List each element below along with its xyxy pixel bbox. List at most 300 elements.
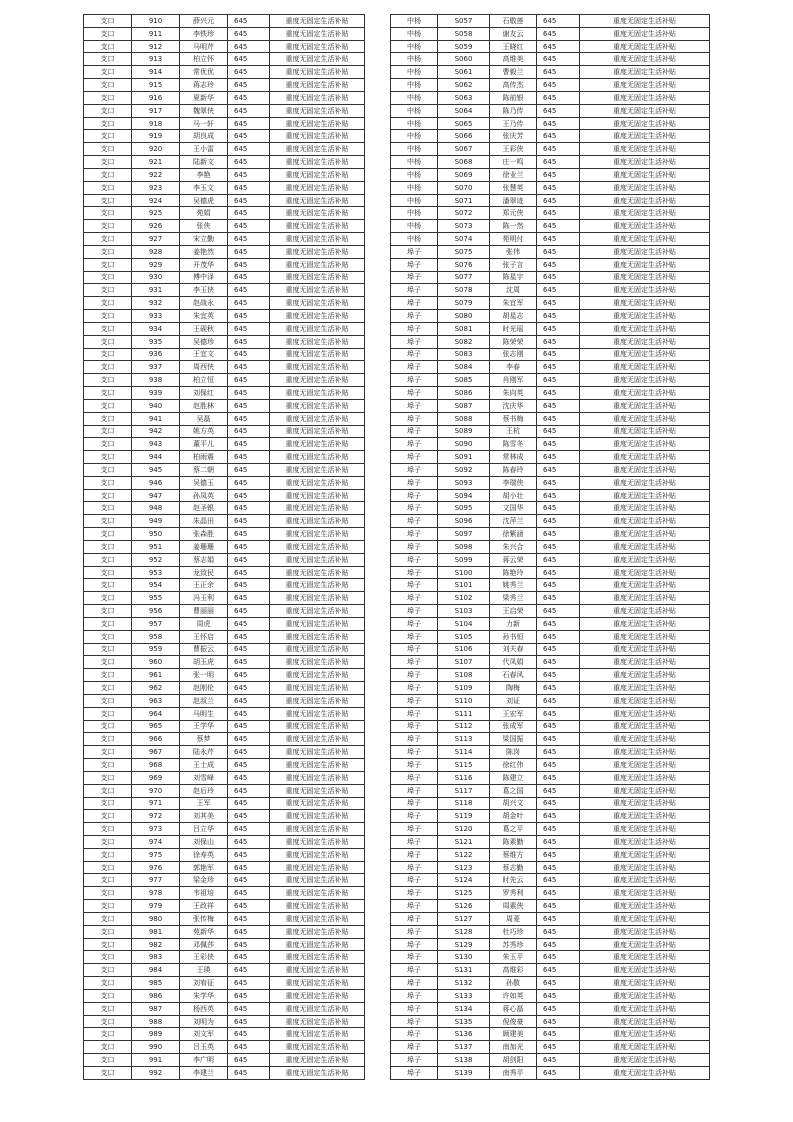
subsidy-type-cell: 重度无固定生活补贴: [270, 194, 365, 207]
number-cell: S083: [438, 348, 490, 361]
name-cell: 朱兴合: [490, 540, 537, 553]
amount-cell: 645: [228, 592, 270, 605]
amount-cell: 645: [228, 79, 270, 92]
table-row: [391, 361, 710, 374]
name-cell: 蔡梦: [180, 733, 228, 746]
name-cell: 曹振云: [180, 643, 228, 656]
amount-cell: 645: [537, 79, 580, 92]
subsidy-type-cell: 重度无固定生活补贴: [270, 836, 365, 849]
number-cell: S068: [438, 156, 490, 169]
amount-cell: 645: [537, 579, 580, 592]
location-cell: 埠子: [391, 1041, 438, 1054]
table-row: [84, 451, 365, 464]
amount-cell: 645: [537, 810, 580, 823]
location-cell: 支口: [84, 771, 132, 784]
amount-cell: 645: [228, 566, 270, 579]
table-row: [84, 797, 365, 810]
location-cell: 支口: [84, 348, 132, 361]
name-cell: 王杭: [490, 425, 537, 438]
amount-cell: 645: [537, 27, 580, 40]
amount-cell: 645: [228, 130, 270, 143]
name-cell: 王晓红: [490, 40, 537, 53]
number-cell: 930: [132, 271, 180, 284]
location-cell: 埠子: [391, 1028, 438, 1041]
subsidy-type-cell: 重度无固定生活补贴: [580, 643, 710, 656]
number-cell: 988: [132, 1015, 180, 1028]
number-cell: 920: [132, 143, 180, 156]
amount-cell: 645: [537, 258, 580, 271]
subsidy-type-cell: 重度无固定生活补贴: [270, 528, 365, 541]
table-row: [84, 258, 365, 271]
amount-cell: 645: [537, 15, 580, 28]
amount-cell: 645: [537, 271, 580, 284]
location-cell: 支口: [84, 310, 132, 323]
subsidy-type-cell: 重度无固定生活补贴: [270, 656, 365, 669]
name-cell: 赵胜林: [180, 399, 228, 412]
subsidy-type-cell: 重度无固定生活补贴: [580, 348, 710, 361]
name-cell: 许如英: [490, 989, 537, 1002]
amount-cell: 645: [537, 489, 580, 502]
number-cell: S069: [438, 168, 490, 181]
name-cell: 刘保红: [180, 387, 228, 400]
table-row: [391, 784, 710, 797]
subsidy-type-cell: 重度无固定生活补贴: [270, 810, 365, 823]
subsidy-type-cell: 重度无固定生活补贴: [270, 515, 365, 528]
location-cell: 支口: [84, 271, 132, 284]
table-row: [391, 335, 710, 348]
table-row: [391, 977, 710, 990]
location-cell: 支口: [84, 566, 132, 579]
location-cell: 支口: [84, 1028, 132, 1041]
number-cell: S065: [438, 117, 490, 130]
amount-cell: 645: [537, 1028, 580, 1041]
subsidy-type-cell: 重度无固定生活补贴: [270, 91, 365, 104]
name-cell: 王宜文: [180, 348, 228, 361]
location-cell: 埠子: [391, 528, 438, 541]
name-cell: 李瑞侠: [490, 476, 537, 489]
location-cell: 中杨: [391, 181, 438, 194]
amount-cell: 645: [228, 900, 270, 913]
amount-cell: 645: [537, 553, 580, 566]
location-cell: 支口: [84, 194, 132, 207]
name-cell: 王政祥: [180, 900, 228, 913]
subsidy-type-cell: 重度无固定生活补贴: [270, 476, 365, 489]
subsidy-type-cell: 重度无固定生活补贴: [580, 682, 710, 695]
name-cell: 冯玉利: [180, 592, 228, 605]
subsidy-table-left: [83, 14, 365, 1080]
amount-cell: 645: [537, 53, 580, 66]
subsidy-type-cell: 重度无固定生活补贴: [580, 540, 710, 553]
location-cell: 埠子: [391, 579, 438, 592]
subsidy-type-cell: 重度无固定生活补贴: [580, 117, 710, 130]
table-row: [391, 181, 710, 194]
name-cell: 张伟: [490, 245, 537, 258]
amount-cell: 645: [228, 579, 270, 592]
number-cell: S139: [438, 1066, 490, 1079]
table-row: [391, 104, 710, 117]
name-cell: 代凤娟: [490, 656, 537, 669]
table-row: [84, 836, 365, 849]
name-cell: 郭艳军: [180, 861, 228, 874]
location-cell: 中杨: [391, 53, 438, 66]
number-cell: 918: [132, 117, 180, 130]
table-row: [391, 989, 710, 1002]
number-cell: S124: [438, 874, 490, 887]
location-cell: 埠子: [391, 771, 438, 784]
name-cell: 傅中泽: [180, 271, 228, 284]
subsidy-type-cell: 重度无固定生活补贴: [270, 1015, 365, 1028]
number-cell: 960: [132, 656, 180, 669]
number-cell: 949: [132, 515, 180, 528]
subsidy-type-cell: 重度无固定生活补贴: [270, 938, 365, 951]
table-row: [391, 91, 710, 104]
amount-cell: 645: [228, 1015, 270, 1028]
name-cell: 孙凤英: [180, 489, 228, 502]
location-cell: 支口: [84, 887, 132, 900]
location-cell: 支口: [84, 682, 132, 695]
amount-cell: 645: [228, 399, 270, 412]
subsidy-type-cell: 重度无固定生活补贴: [270, 271, 365, 284]
table-row: [84, 720, 365, 733]
name-cell: 谢友云: [490, 27, 537, 40]
location-cell: 埠子: [391, 258, 438, 271]
subsidy-type-cell: 重度无固定生活补贴: [580, 720, 710, 733]
table-row: [391, 874, 710, 887]
location-cell: 支口: [84, 40, 132, 53]
number-cell: 980: [132, 912, 180, 925]
location-cell: 支口: [84, 964, 132, 977]
subsidy-type-cell: 重度无固定生活补贴: [580, 463, 710, 476]
amount-cell: 645: [228, 759, 270, 772]
amount-cell: 645: [228, 1041, 270, 1054]
location-cell: 支口: [84, 117, 132, 130]
location-cell: 支口: [84, 387, 132, 400]
name-cell: 王砚秋: [180, 322, 228, 335]
number-cell: 936: [132, 348, 180, 361]
subsidy-type-cell: 重度无固定生活补贴: [270, 245, 365, 258]
name-cell: 梁金珍: [180, 874, 228, 887]
number-cell: S096: [438, 515, 490, 528]
location-cell: 支口: [84, 233, 132, 246]
number-cell: 951: [132, 540, 180, 553]
number-cell: S070: [438, 181, 490, 194]
location-cell: 支口: [84, 399, 132, 412]
number-cell: S133: [438, 989, 490, 1002]
subsidy-type-cell: 重度无固定生活补贴: [270, 912, 365, 925]
location-cell: 支口: [84, 977, 132, 990]
number-cell: S103: [438, 605, 490, 618]
amount-cell: 645: [537, 540, 580, 553]
location-cell: 中杨: [391, 66, 438, 79]
name-cell: 庄一鸣: [490, 156, 537, 169]
number-cell: S129: [438, 938, 490, 951]
location-cell: 中杨: [391, 130, 438, 143]
table-row: [391, 656, 710, 669]
name-cell: 赵圣银: [180, 502, 228, 515]
location-cell: 支口: [84, 489, 132, 502]
number-cell: S079: [438, 297, 490, 310]
subsidy-type-cell: 重度无固定生活补贴: [270, 425, 365, 438]
table-row: [84, 592, 365, 605]
name-cell: 吴德玉: [180, 476, 228, 489]
number-cell: 934: [132, 322, 180, 335]
location-cell: 中杨: [391, 91, 438, 104]
location-cell: 埠子: [391, 297, 438, 310]
table-row: [84, 964, 365, 977]
location-cell: 埠子: [391, 451, 438, 464]
amount-cell: 645: [537, 989, 580, 1002]
table-row: [391, 912, 710, 925]
location-cell: 埠子: [391, 810, 438, 823]
table-row: [84, 861, 365, 874]
table-row: [84, 682, 365, 695]
subsidy-type-cell: 重度无固定生活补贴: [580, 40, 710, 53]
subsidy-type-cell: 重度无固定生活补贴: [580, 156, 710, 169]
name-cell: 王学华: [180, 720, 228, 733]
number-cell: 950: [132, 528, 180, 541]
name-cell: 张一明: [180, 669, 228, 682]
amount-cell: 645: [228, 361, 270, 374]
number-cell: S123: [438, 861, 490, 874]
number-cell: 933: [132, 310, 180, 323]
name-cell: 石敬莲: [490, 15, 537, 28]
name-cell: 刘夫春: [490, 643, 537, 656]
name-cell: 周素侠: [490, 900, 537, 913]
table-row: [84, 502, 365, 515]
table-row: [391, 540, 710, 553]
subsidy-type-cell: 重度无固定生活补贴: [580, 617, 710, 630]
table-row: [391, 630, 710, 643]
location-cell: 支口: [84, 476, 132, 489]
location-cell: 埠子: [391, 425, 438, 438]
amount-cell: 645: [537, 412, 580, 425]
location-cell: 支口: [84, 694, 132, 707]
location-cell: 埠子: [391, 540, 438, 553]
name-cell: 陈乃传: [490, 104, 537, 117]
location-cell: 支口: [84, 823, 132, 836]
table-row: [391, 476, 710, 489]
location-cell: 中杨: [391, 117, 438, 130]
table-row: [84, 1028, 365, 1041]
number-cell: 957: [132, 617, 180, 630]
location-cell: 支口: [84, 27, 132, 40]
location-cell: 埠子: [391, 361, 438, 374]
amount-cell: 645: [228, 1066, 270, 1079]
table-row: [391, 168, 710, 181]
subsidy-type-cell: 重度无固定生活补贴: [580, 297, 710, 310]
amount-cell: 645: [537, 938, 580, 951]
number-cell: S078: [438, 284, 490, 297]
location-cell: 支口: [84, 528, 132, 541]
table-row: [391, 489, 710, 502]
name-cell: 宋立勤: [180, 233, 228, 246]
name-cell: 朱宜军: [490, 297, 537, 310]
number-cell: 954: [132, 579, 180, 592]
number-cell: 926: [132, 220, 180, 233]
amount-cell: 645: [537, 682, 580, 695]
name-cell: 陈艳玲: [490, 566, 537, 579]
location-cell: 中杨: [391, 143, 438, 156]
amount-cell: 645: [537, 438, 580, 451]
number-cell: S130: [438, 951, 490, 964]
location-cell: 支口: [84, 951, 132, 964]
table-row: [391, 592, 710, 605]
subsidy-type-cell: 重度无固定生活补贴: [580, 977, 710, 990]
name-cell: 赵刚伦: [180, 682, 228, 695]
name-cell: 吴德虎: [180, 194, 228, 207]
amount-cell: 645: [228, 528, 270, 541]
subsidy-type-cell: 重度无固定生活补贴: [270, 759, 365, 772]
table-row: [391, 528, 710, 541]
number-cell: 984: [132, 964, 180, 977]
table-row: [391, 861, 710, 874]
location-cell: 埠子: [391, 964, 438, 977]
location-cell: 支口: [84, 207, 132, 220]
subsidy-type-cell: 重度无固定生活补贴: [580, 361, 710, 374]
subsidy-type-cell: 重度无固定生活补贴: [270, 40, 365, 53]
amount-cell: 645: [228, 733, 270, 746]
amount-cell: 645: [228, 451, 270, 464]
location-cell: 中杨: [391, 79, 438, 92]
table-row: [84, 925, 365, 938]
number-cell: 965: [132, 720, 180, 733]
subsidy-type-cell: 重度无固定生活补贴: [270, 1002, 365, 1015]
amount-cell: 645: [228, 874, 270, 887]
table-row: [391, 836, 710, 849]
table-row: [391, 130, 710, 143]
name-cell: 吕玉英: [180, 1041, 228, 1054]
amount-cell: 645: [537, 463, 580, 476]
table-row: [391, 823, 710, 836]
name-cell: 薛兴元: [180, 15, 228, 28]
subsidy-type-cell: 重度无固定生活补贴: [580, 912, 710, 925]
location-cell: 支口: [84, 630, 132, 643]
subsidy-type-cell: 重度无固定生活补贴: [580, 938, 710, 951]
subsidy-type-cell: 重度无固定生活补贴: [270, 964, 365, 977]
location-cell: 埠子: [391, 861, 438, 874]
subsidy-type-cell: 重度无固定生活补贴: [580, 53, 710, 66]
amount-cell: 645: [228, 117, 270, 130]
subsidy-type-cell: 重度无固定生活补贴: [580, 605, 710, 618]
table-row: [84, 528, 365, 541]
subsidy-type-cell: 重度无固定生活补贴: [580, 476, 710, 489]
table-row: [391, 964, 710, 977]
table-row: [391, 143, 710, 156]
name-cell: 朱玉平: [490, 951, 537, 964]
table-row: [84, 412, 365, 425]
subsidy-type-cell: 重度无固定生活补贴: [270, 156, 365, 169]
name-cell: 吴磊: [180, 412, 228, 425]
table-row: [84, 233, 365, 246]
subsidy-type-cell: 重度无固定生活补贴: [580, 425, 710, 438]
name-cell: 李建兰: [180, 1066, 228, 1079]
amount-cell: 645: [228, 553, 270, 566]
amount-cell: 645: [537, 694, 580, 707]
subsidy-type-cell: 重度无固定生活补贴: [580, 271, 710, 284]
subsidy-type-cell: 重度无固定生活补贴: [270, 399, 365, 412]
number-cell: 991: [132, 1054, 180, 1067]
subsidy-type-cell: 重度无固定生活补贴: [580, 771, 710, 784]
table-row: [84, 938, 365, 951]
table-row: [84, 40, 365, 53]
table-row: [391, 271, 710, 284]
subsidy-type-cell: 重度无固定生活补贴: [580, 887, 710, 900]
subsidy-type-cell: 重度无固定生活补贴: [270, 566, 365, 579]
table-row: [391, 553, 710, 566]
location-cell: 埠子: [391, 566, 438, 579]
amount-cell: 645: [228, 425, 270, 438]
name-cell: 陈春玲: [490, 463, 537, 476]
table-row: [391, 425, 710, 438]
number-cell: 992: [132, 1066, 180, 1079]
amount-cell: 645: [537, 797, 580, 810]
number-cell: S075: [438, 245, 490, 258]
location-cell: 埠子: [391, 310, 438, 323]
table-row: [84, 874, 365, 887]
amount-cell: 645: [228, 463, 270, 476]
location-cell: 支口: [84, 836, 132, 849]
number-cell: 941: [132, 412, 180, 425]
name-cell: 胡剑阳: [490, 1054, 537, 1067]
location-cell: 埠子: [391, 348, 438, 361]
number-cell: 962: [132, 682, 180, 695]
location-cell: 支口: [84, 425, 132, 438]
table-row: [391, 1054, 710, 1067]
subsidy-type-cell: 重度无固定生活补贴: [580, 91, 710, 104]
location-cell: 埠子: [391, 912, 438, 925]
subsidy-type-cell: 重度无固定生活补贴: [270, 694, 365, 707]
amount-cell: 645: [228, 40, 270, 53]
location-cell: 支口: [84, 245, 132, 258]
amount-cell: 645: [537, 245, 580, 258]
name-cell: 苑娟: [180, 207, 228, 220]
location-cell: 支口: [84, 540, 132, 553]
number-cell: S138: [438, 1054, 490, 1067]
location-cell: 埠子: [391, 989, 438, 1002]
subsidy-type-cell: 重度无固定生活补贴: [270, 104, 365, 117]
number-cell: S113: [438, 733, 490, 746]
location-cell: 中杨: [391, 194, 438, 207]
subsidy-type-cell: 重度无固定生活补贴: [580, 707, 710, 720]
number-cell: S071: [438, 194, 490, 207]
table-row: [84, 117, 365, 130]
amount-cell: 645: [228, 476, 270, 489]
table-row: [84, 630, 365, 643]
number-cell: S126: [438, 900, 490, 913]
amount-cell: 645: [228, 925, 270, 938]
amount-cell: 645: [228, 1002, 270, 1015]
location-cell: 中杨: [391, 27, 438, 40]
amount-cell: 645: [537, 515, 580, 528]
number-cell: S104: [438, 617, 490, 630]
subsidy-type-cell: 重度无固定生活补贴: [580, 1066, 710, 1079]
location-cell: 埠子: [391, 887, 438, 900]
location-cell: 支口: [84, 335, 132, 348]
amount-cell: 645: [228, 682, 270, 695]
amount-cell: 645: [228, 887, 270, 900]
number-cell: S102: [438, 592, 490, 605]
number-cell: 943: [132, 438, 180, 451]
table-row: [391, 759, 710, 772]
amount-cell: 645: [228, 784, 270, 797]
number-cell: 983: [132, 951, 180, 964]
subsidy-type-cell: 重度无固定生活补贴: [270, 387, 365, 400]
location-cell: 埠子: [391, 682, 438, 695]
number-cell: S105: [438, 630, 490, 643]
name-cell: 陈荣荣: [490, 335, 537, 348]
subsidy-type-cell: 重度无固定生活补贴: [580, 874, 710, 887]
amount-cell: 645: [537, 194, 580, 207]
